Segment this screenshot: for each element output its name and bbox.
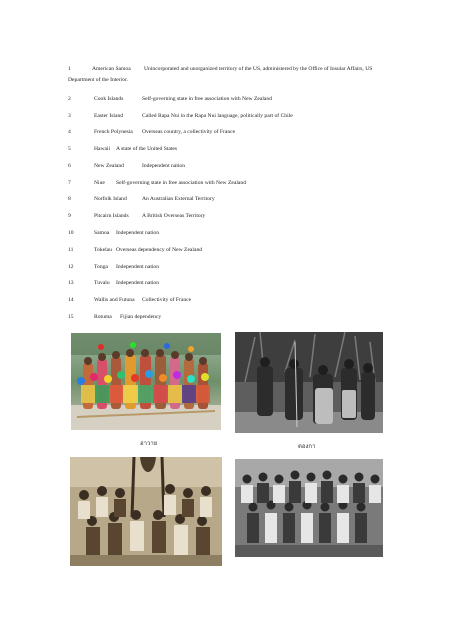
territory-description: Independent nation <box>142 163 186 169</box>
territory-description: A state of the United States <box>116 146 178 152</box>
territory-description: Unincorporated and unorganized territory of the US, administered by the Office of Insular Affairs, US <box>144 66 373 72</box>
tonga-men-photo <box>235 332 383 433</box>
territory-description: Independent nation <box>116 264 160 270</box>
row-number: 5 <box>68 146 71 152</box>
row-number: 7 <box>68 180 71 186</box>
territory-description: Fijian dependency <box>120 314 162 320</box>
territory-name: Easter Island <box>94 113 124 119</box>
territory-description: Overseas dependency of New Zealand <box>116 247 203 253</box>
row-number: 13 <box>68 280 74 286</box>
territory-name: New Zealand <box>94 163 124 169</box>
territory-name: Samoa <box>94 230 110 236</box>
territory-description: Collectivity of France <box>142 297 192 303</box>
row-number: 14 <box>68 297 74 303</box>
territory-description: Overseas country, a collectivity of France <box>142 129 236 135</box>
row-number: 15 <box>68 314 74 320</box>
row-number: 8 <box>68 196 71 202</box>
row-number: 11 <box>68 247 74 253</box>
territory-name: Pitcairn Islands <box>94 213 129 219</box>
territory-description: Independent nation <box>116 280 160 286</box>
row-number: 9 <box>68 213 71 219</box>
group-portrait-bw-image <box>235 459 383 557</box>
hawaii-dancers-photo <box>71 333 221 430</box>
caption-tonga: ตองกา <box>298 443 316 450</box>
territory-description: A British Overseas Territory <box>142 213 206 219</box>
territory-description: Independent nation <box>116 230 160 236</box>
territory-name: Niue <box>94 180 105 186</box>
row-number: 10 <box>68 230 74 236</box>
row-number: 6 <box>68 163 71 169</box>
hawaii-dancers-image <box>71 333 221 430</box>
group-portrait-sepia-image <box>70 457 222 566</box>
row-number: 1 <box>68 66 71 72</box>
territory-description: An Australian External Territory <box>142 196 215 202</box>
row-number: 3 <box>68 113 71 119</box>
row-number: 4 <box>68 129 71 135</box>
tonga-men-image <box>235 332 383 433</box>
territory-description: Called Rapa Nui in the Rapa Nui language, politically part of Chile <box>142 113 293 119</box>
group-portrait-sepia-photo <box>70 457 222 566</box>
territory-description-continued: Department of the Interior. <box>68 77 128 83</box>
territory-name: American Samoa <box>92 66 131 72</box>
territory-name: Cook Islands <box>94 96 124 102</box>
territory-name: Tokelau <box>94 247 112 253</box>
territory-name: Hawaii <box>94 146 111 152</box>
caption-hawaii: ฮาวาย <box>140 440 158 447</box>
territory-description: Self-governing state in free association with New Zealand <box>142 96 273 102</box>
group-portrait-bw-photo <box>235 459 383 557</box>
territory-description: Self-governing state in free association with New Zealand <box>116 180 247 186</box>
territory-name: French Polynesia <box>94 129 133 135</box>
territory-name: Rotuma <box>94 314 112 320</box>
row-number: 2 <box>68 96 71 102</box>
territory-name: Norfolk Island <box>94 196 127 202</box>
territory-name: Wallis and Futuna <box>94 297 135 303</box>
territory-name: Tonga <box>94 264 108 270</box>
territory-name: Tuvalu <box>94 280 110 286</box>
row-number: 12 <box>68 264 74 270</box>
